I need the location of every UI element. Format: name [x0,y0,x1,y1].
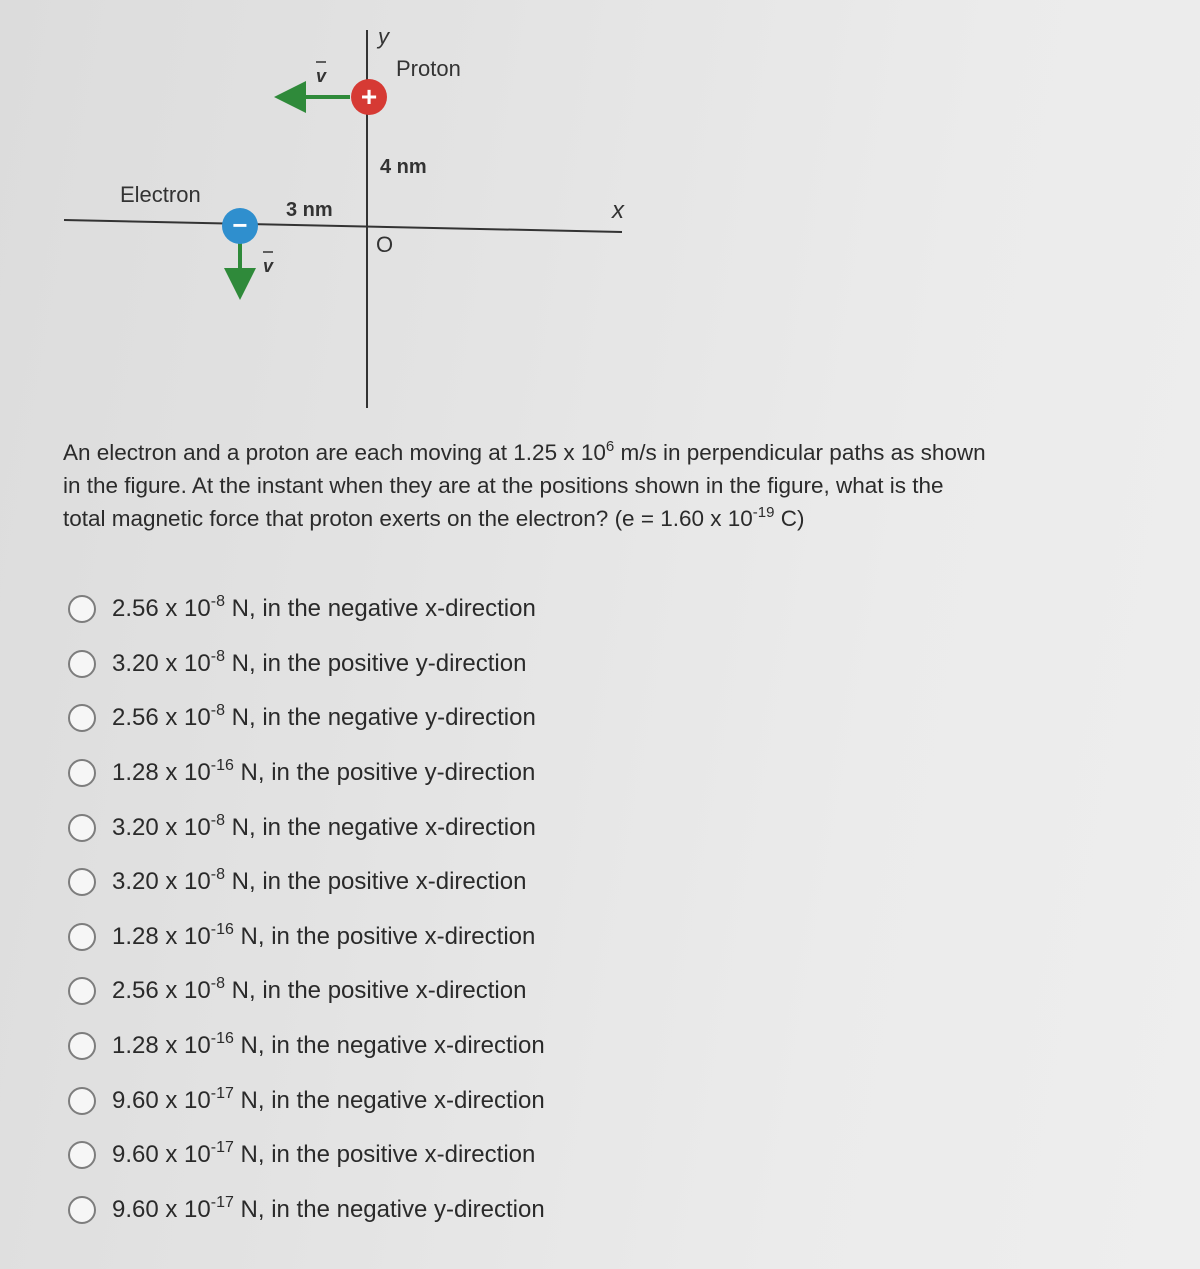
answer-mantissa: 1.28 x 10 [112,759,211,787]
answer-option-label [112,868,526,896]
answer-option[interactable] [68,691,545,746]
question-line-1-rest: m/s in perpendicular paths as shown [614,440,986,465]
answer-mantissa: 3.20 x 10 [112,813,211,841]
answer-option[interactable] [68,1183,545,1238]
question-line-3-exponent: -19 [752,504,775,521]
radio-button[interactable] [68,1032,96,1060]
answer-option-label [112,759,535,787]
answer-option-label [112,1193,545,1224]
answer-option[interactable] [68,637,545,692]
question-text [63,436,1093,535]
proton-velocity-label: v [316,66,327,86]
y-axis-label: y [378,24,389,49]
radio-button[interactable] [68,868,96,896]
answer-option[interactable] [68,964,545,1019]
answer-mantissa: 3.20 x 10 [112,649,211,677]
answer-option-label [112,977,526,1005]
radio-button[interactable] [68,650,96,678]
answer-option[interactable] [68,910,545,965]
answer-option[interactable] [68,1073,545,1128]
radio-button[interactable] [68,1196,96,1224]
answer-mantissa: 9.60 x 10 [112,1195,211,1223]
answer-rest: N, in the negative x-direction [233,1032,545,1060]
answer-exponent: -8 [210,702,225,720]
answer-option-label [112,811,536,842]
answer-rest: N, in the positive x-direction [224,977,527,1005]
radio-button[interactable] [68,1141,96,1169]
x-axis [64,220,622,232]
answer-rest: N, in the negative x-direction [224,595,536,623]
answer-option[interactable] [68,582,545,637]
answer-mantissa: 3.20 x 10 [112,868,211,896]
answer-mantissa: 2.56 x 10 [112,595,211,623]
question-line-2-text: in the figure. At the instant when they are at the positions shown in the figure, what is the [63,473,944,498]
answer-exponent: -8 [210,811,225,829]
electron-distance-label: 3 nm [286,199,333,221]
answer-option-label [112,647,527,678]
physics-figure [0,0,1200,420]
radio-button[interactable] [68,814,96,842]
answer-rest: N, in the negative y-direction [233,1195,545,1223]
question-line-2 [63,469,1093,502]
radio-button[interactable] [68,595,96,623]
question-line-3-text: total magnetic force that proton exerts on the electron? (e = 1.60 x 10 [63,506,753,531]
answer-options [68,582,545,1237]
answer-rest: N, in the negative x-direction [224,813,536,841]
answer-exponent: -8 [210,647,225,665]
answer-rest: N, in the positive x-direction [233,922,536,950]
answer-option-label [112,920,536,951]
electron-label: Electron [120,182,201,207]
question-line-1 [63,436,1093,469]
answer-option-label [112,595,536,623]
answer-option[interactable] [68,800,545,855]
electron-sign: − [232,210,248,240]
answer-mantissa: 9.60 x 10 [112,1141,211,1169]
answer-exponent: -16 [210,920,234,938]
answer-option[interactable] [68,746,545,801]
answer-exponent: -17 [210,1084,234,1102]
question-line-3-rest: C) [774,506,805,531]
answer-rest: N, in the positive x-direction [233,1141,536,1169]
answer-mantissa: 9.60 x 10 [112,1086,211,1114]
answer-exponent: -17 [210,1139,234,1157]
origin-label: O [376,232,394,257]
question-line-1-text: An electron and a proton are each moving at 1.25 x 10 [63,440,606,465]
answer-rest: N, in the positive x-direction [224,868,527,896]
answer-exponent: -8 [210,593,225,611]
answer-option-label [112,1032,545,1060]
proton-sign: + [360,81,378,112]
answer-exponent: -8 [210,866,225,884]
answer-option[interactable] [68,1128,545,1183]
answer-option[interactable] [68,1019,545,1074]
answer-exponent: -17 [210,1193,234,1211]
answer-mantissa: 2.56 x 10 [112,704,211,732]
radio-button[interactable] [68,977,96,1005]
answer-exponent: -8 [210,975,225,993]
answer-mantissa: 2.56 x 10 [112,977,211,1005]
question-line-3 [63,502,1093,535]
question-line-1-exponent: 6 [605,438,615,455]
radio-button[interactable] [68,759,96,787]
proton-label: Proton [396,56,461,81]
answer-option-label [112,1141,535,1169]
answer-exponent: -16 [210,1030,234,1048]
radio-button[interactable] [68,1087,96,1115]
answer-rest: N, in the positive y-direction [224,649,527,677]
answer-mantissa: 1.28 x 10 [112,922,211,950]
answer-exponent: -16 [210,757,234,775]
electron-velocity-label: v [263,256,274,276]
answer-rest: N, in the negative y-direction [224,704,536,732]
answer-option-label [112,704,536,732]
radio-button[interactable] [68,704,96,732]
answer-rest: N, in the positive y-direction [233,759,536,787]
answer-option[interactable] [68,855,545,910]
answer-option-label [112,1084,545,1115]
answer-rest: N, in the negative x-direction [233,1086,545,1114]
radio-button[interactable] [68,923,96,951]
answer-mantissa: 1.28 x 10 [112,1032,211,1060]
x-axis-label: x [612,197,624,224]
proton-distance-label: 4 nm [380,156,427,178]
